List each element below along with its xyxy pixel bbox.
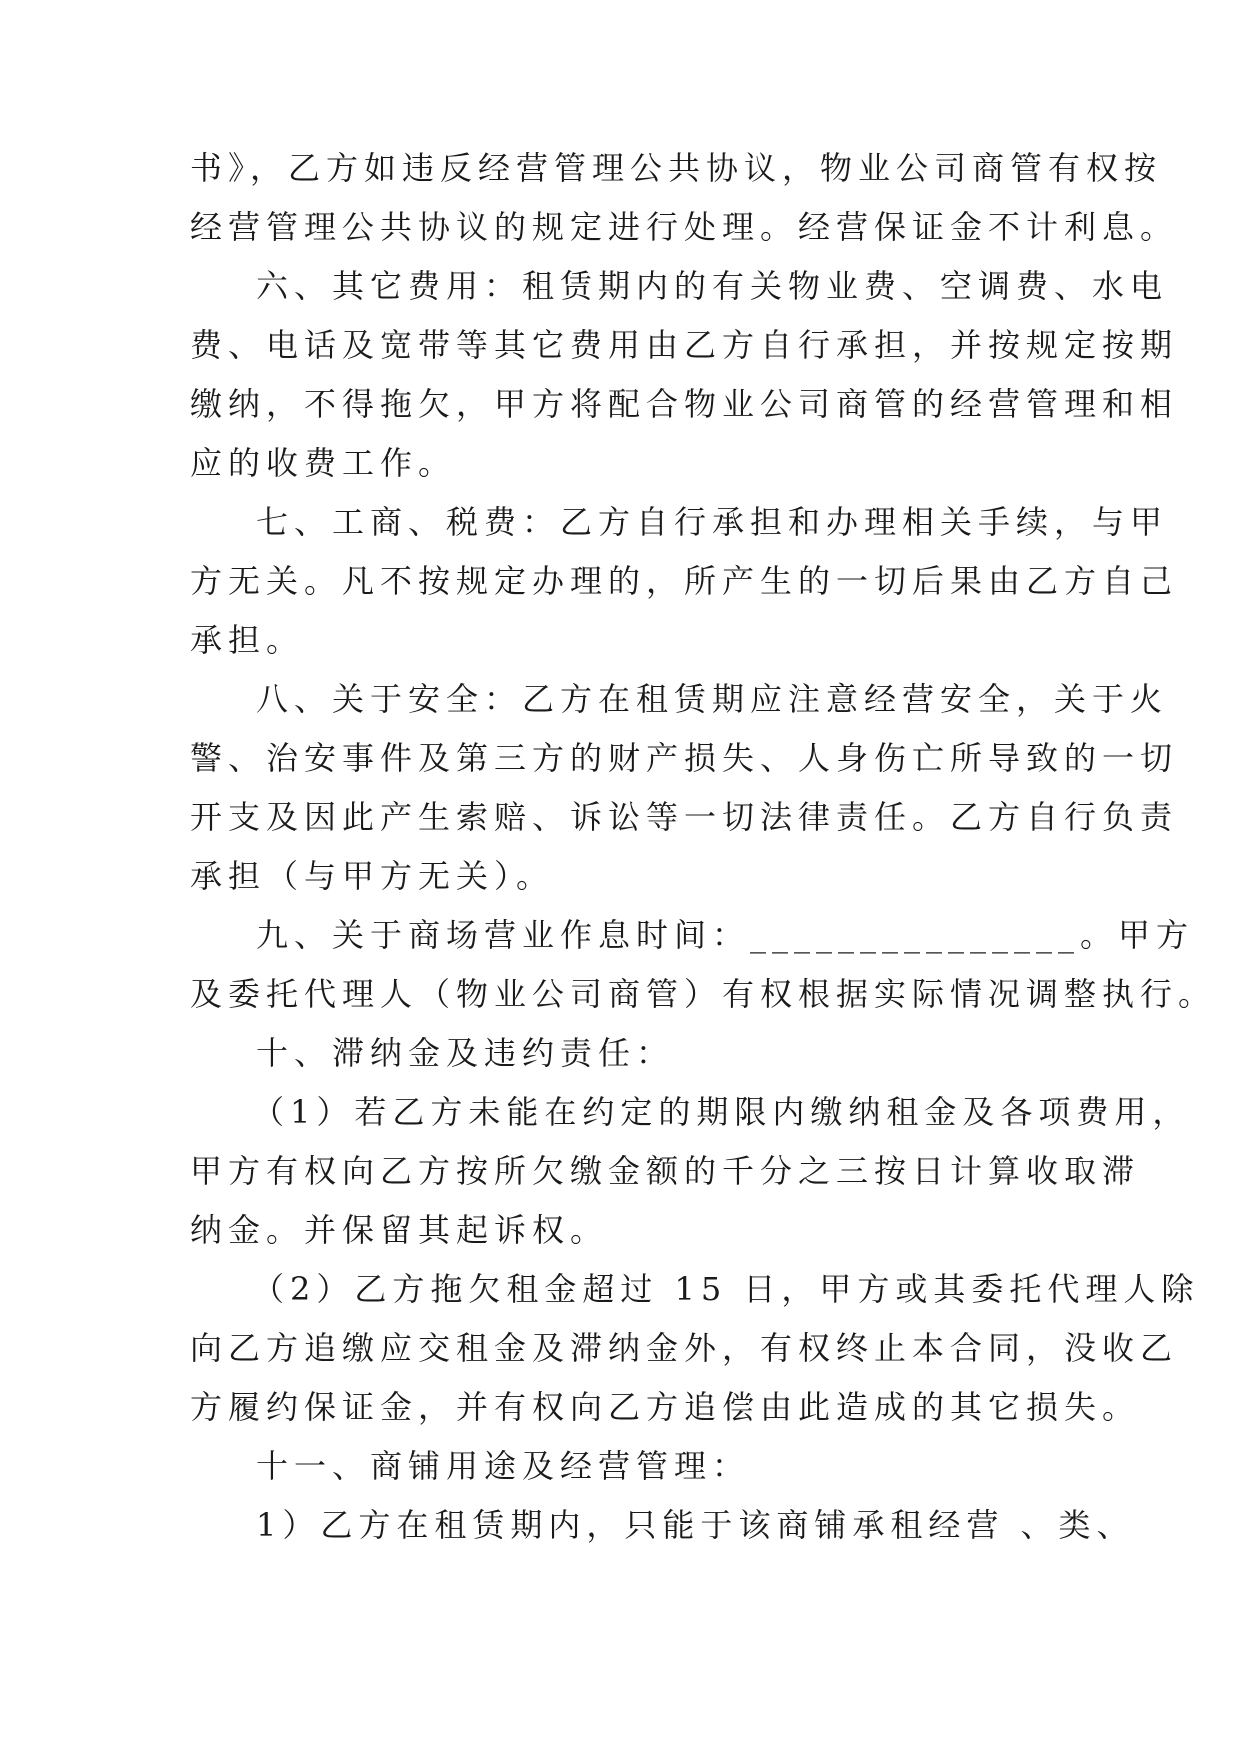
text-line: 警、治安事件及第三方的财产损失、人身伤亡所导致的一切 [190, 739, 1179, 777]
text-line: 七、工商、税费：乙方自行承担和办理相关手续，与甲 [256, 503, 1169, 541]
text-line: 费、电话及宽带等其它费用由乙方自行承担，并按规定按期 [190, 326, 1179, 364]
text-line: 承担（与甲方无关）。 [190, 857, 555, 895]
text-line: 纳金。并保留其起诉权。 [190, 1211, 609, 1249]
text-line: 六、其它费用：租赁期内的有关物业费、空调费、水电 [256, 267, 1169, 305]
text-line: 方履约保证金，并有权向乙方追偿由此造成的其它损失。 [190, 1388, 1141, 1426]
text-line: 开支及因此产生索赔、诉讼等一切法律责任。乙方自行负责 [190, 798, 1179, 836]
text-line: 十一、商铺用途及经营管理： [256, 1447, 751, 1485]
text-line: 甲方有权向乙方按所欠缴金额的千分之三按日计算收取滞 [190, 1152, 1141, 1190]
text-line: （1）若乙方未能在约定的期限内缴纳租金及各项费用， [252, 1093, 1191, 1131]
text-line: 应的收费工作。 [190, 444, 457, 482]
text-line: 九、关于商场营业作息时间：_______________。甲方 [256, 916, 1195, 954]
text-line: 向乙方追缴应交租金及滞纳金外，有权终止本合同，没收乙 [190, 1329, 1179, 1367]
text-line: 十、滞纳金及违约责任： [256, 1034, 675, 1072]
text-line: 书》，乙方如违反经营管理公共协议，物业公司商管有权按 [190, 149, 1163, 187]
text-line: 承担。 [190, 621, 305, 659]
text-line: 1）乙方在租赁期内，只能于该商铺承租经营 、类、 [256, 1506, 1135, 1544]
text-line: 八、关于安全：乙方在租赁期应注意经营安全，关于火 [256, 680, 1169, 718]
text-line: 缴纳，不得拖欠，甲方将配合物业公司商管的经营管理和相 [190, 385, 1179, 423]
text-line: 及委托代理人（物业公司商管）有权根据实际情况调整执行。 [190, 975, 1217, 1013]
text-line: 方无关。凡不按规定办理的，所产生的一切后果由乙方自己 [190, 562, 1179, 600]
text-line: （2）乙方拖欠租金超过 15 日，甲方或其委托代理人除 [252, 1270, 1200, 1308]
text-line: 经营管理公共协议的规定进行处理。经营保证金不计利息。 [190, 208, 1179, 246]
